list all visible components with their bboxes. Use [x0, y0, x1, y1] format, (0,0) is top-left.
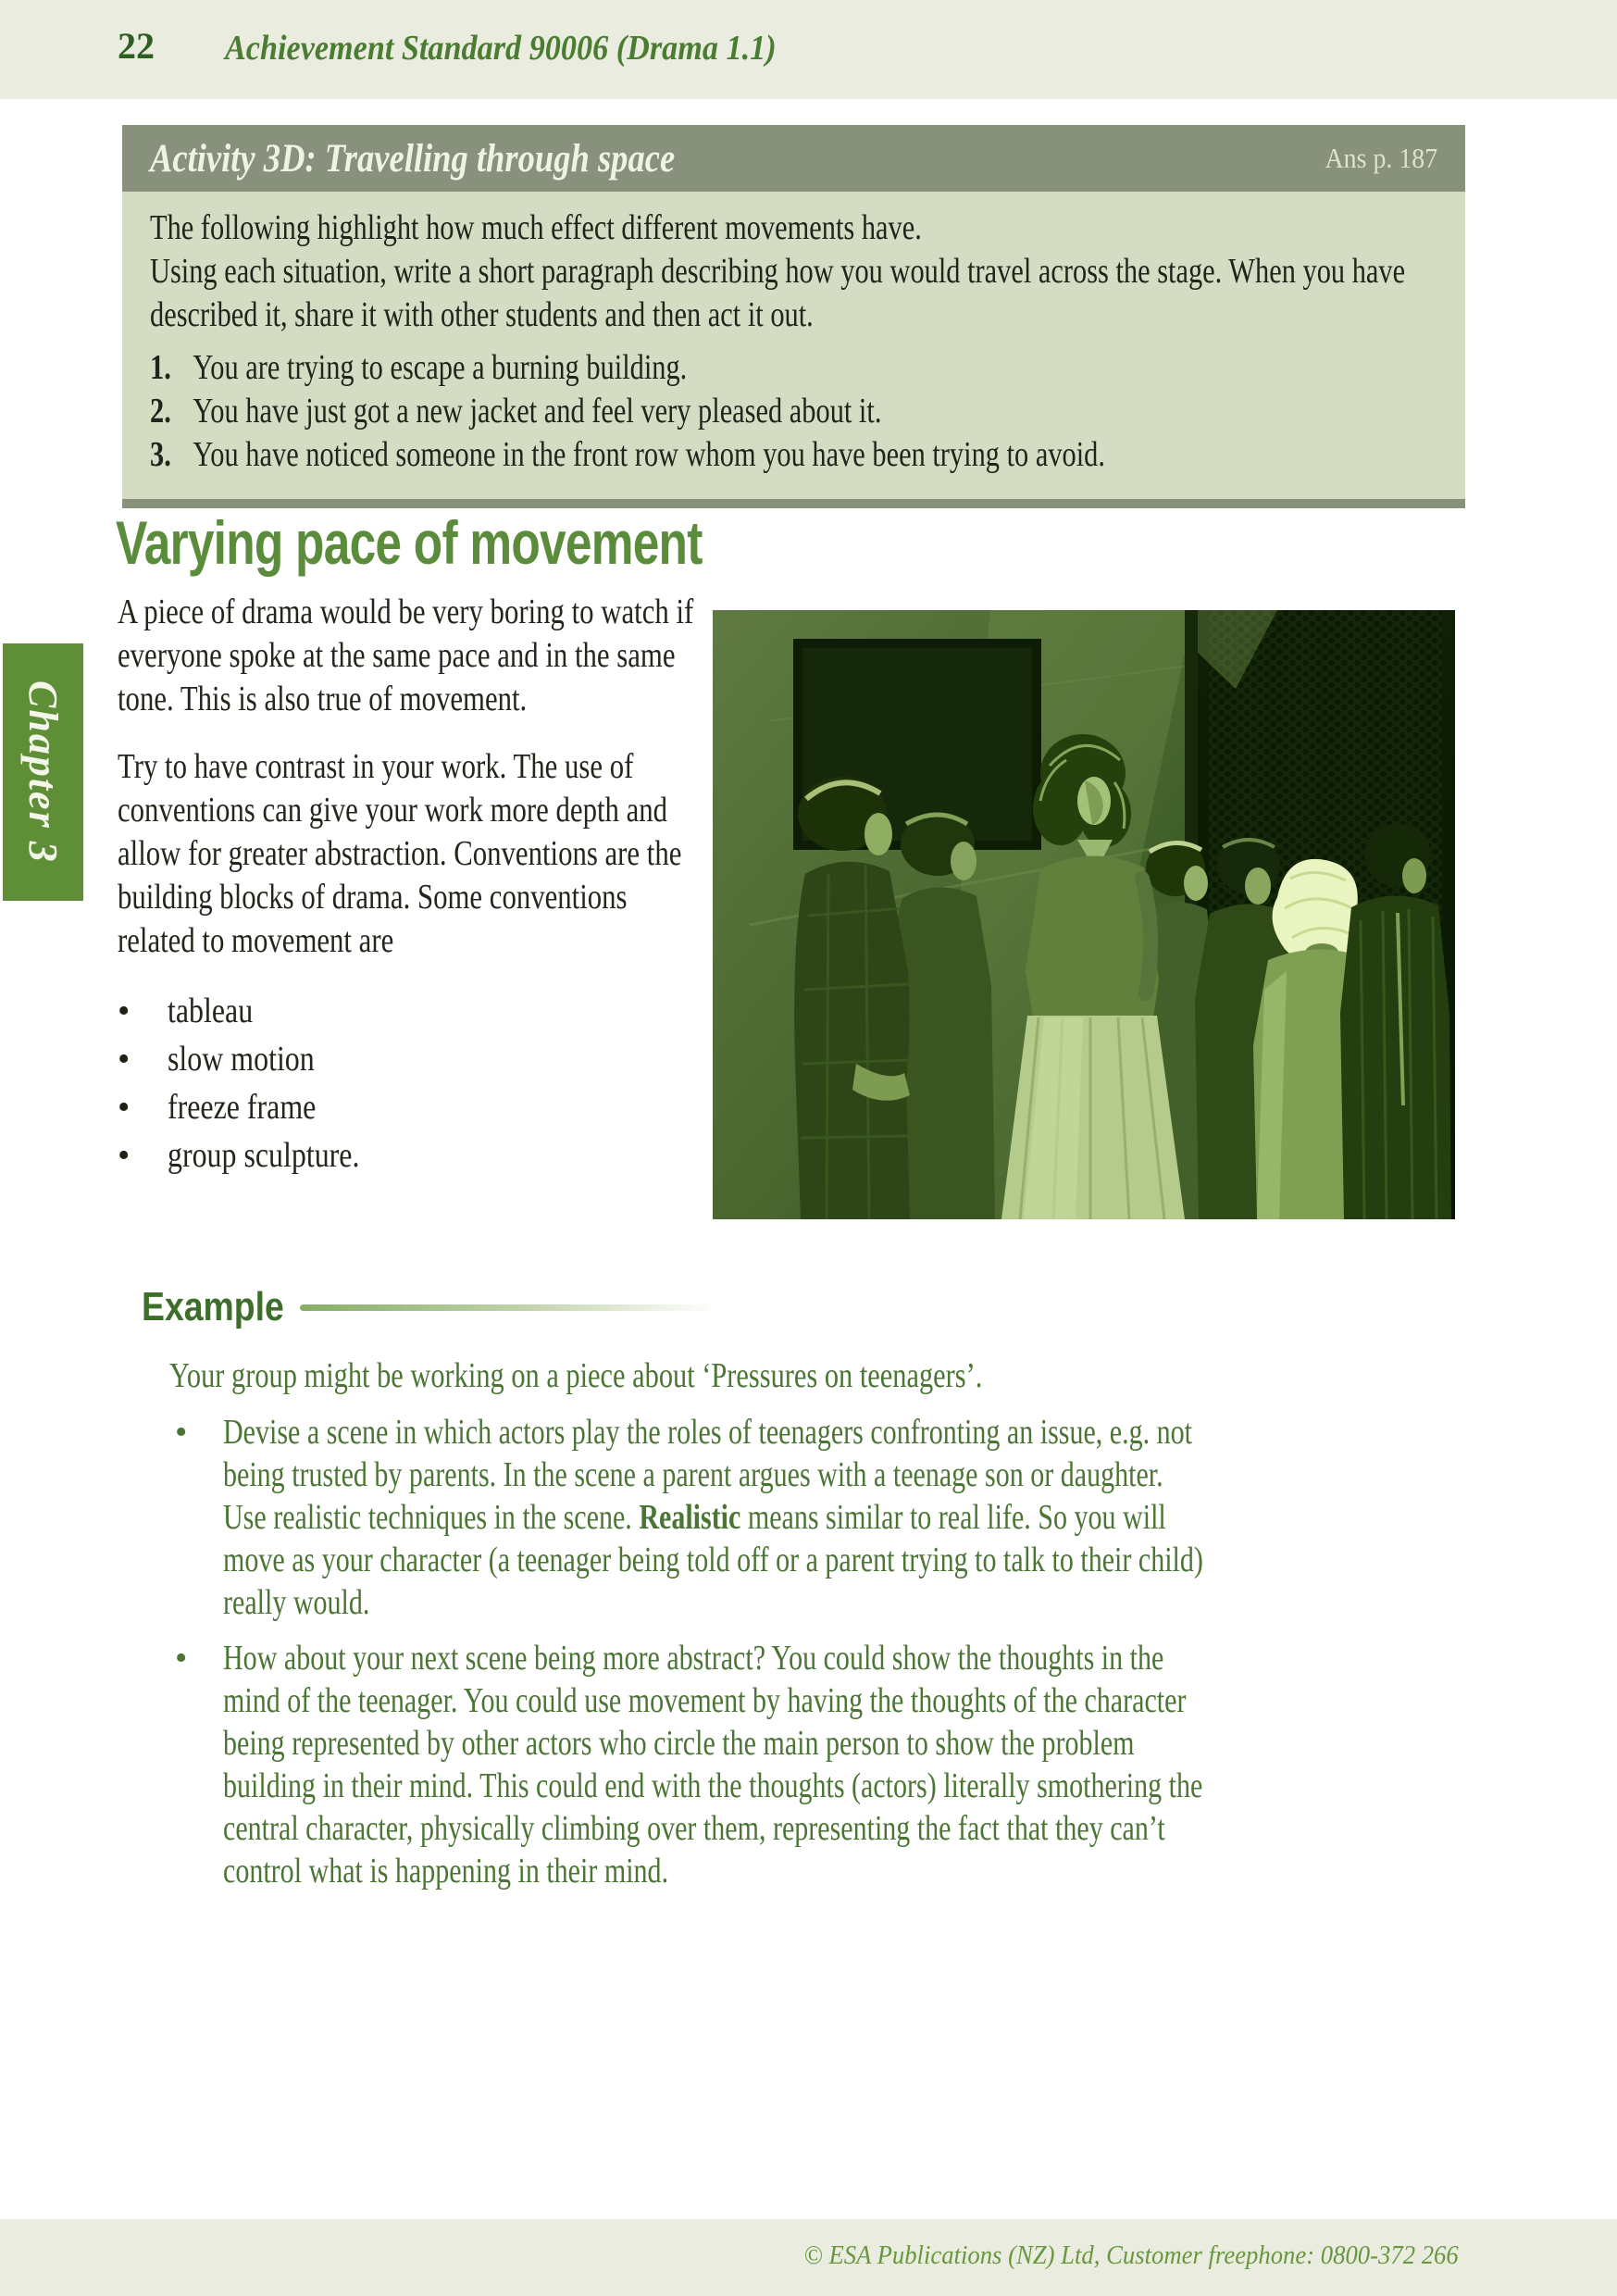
bullet-icon: • — [175, 1639, 188, 1678]
bullet-text-bold: Realistic — [639, 1498, 741, 1537]
bullet-icon: • — [118, 1088, 131, 1127]
header-title: Achievement Standard 90006 (Drama 1.1) — [225, 29, 777, 68]
list-item — [118, 1131, 693, 1179]
example-section — [142, 1282, 1465, 1892]
section-paragraph: Try to have contrast in your work. The use of conventions can give your work more depth and allow for greater abstraction. Conventions are the building blocks of drama. Some conventions related to movement are — [118, 747, 682, 960]
item-number: 1. — [150, 348, 171, 387]
item-text: You are trying to escape a burning building. — [193, 348, 688, 387]
activity-title-bar — [122, 125, 1465, 192]
footer-text: © ESA Publications (NZ) Ltd, Customer freephone: 0800-372 266 — [803, 2240, 1459, 2270]
activity-title: Activity 3D: Travelling through space — [150, 136, 676, 181]
stage-photo — [713, 610, 1455, 1219]
example-intro: Your group might be working on a piece about ‘Pressures on teenagers’. — [169, 1356, 983, 1395]
activity-box — [122, 125, 1465, 508]
activity-intro-line: The following highlight how much effect different movements have. — [150, 208, 922, 247]
example-heading: Example — [142, 1284, 284, 1329]
section-heading: Varying pace of movement — [116, 508, 703, 577]
activity-item — [150, 390, 1438, 433]
item-text: You have noticed someone in the front row whom you have been trying to avoid. — [193, 435, 1105, 474]
example-bullet-text: How about your next scene being more abstract? You could show the thoughts in the mind of the teenager. You could use movement by having the thoughts of the character being represented by other actors who circle the main person to show the problem building in their mind. This could end with the thoughts (actors) literally smothering the central character, physically climbing over them, representing the fact that they can’t control what is happening in their mind. — [223, 1639, 1203, 1890]
bullet-text-pre: Devise a scene in which actors play the roles of teenagers confronting an issue, e.g. not being trusted by parents. In the scene a parent argues with a teenage son or daughter. Use realistic techniques in the scene. — [223, 1413, 1193, 1537]
list-item-label: freeze frame — [168, 1088, 317, 1127]
bullet-icon: • — [118, 1136, 131, 1175]
bullet-icon: • — [118, 1040, 131, 1079]
list-item — [118, 987, 693, 1035]
activity-intro-line: Using each situation, write a short paragraph describing how you would travel across the stage. When you have described it, share it with other students and then act it out. — [150, 252, 1406, 334]
item-text: You have just got a new jacket and feel very pleased about it. — [193, 392, 882, 430]
activity-item — [150, 346, 1438, 390]
list-item-label: group sculpture. — [168, 1136, 360, 1175]
example-header — [142, 1282, 1465, 1332]
example-bullet — [175, 1637, 1465, 1892]
section-text-column — [118, 591, 693, 1179]
activity-answer-ref: Ans p. 187 — [1325, 142, 1437, 174]
list-item — [118, 1083, 693, 1131]
list-item — [118, 1035, 693, 1083]
activity-item — [150, 433, 1438, 477]
conventions-list — [118, 987, 693, 1179]
section-paragraph: A piece of drama would be very boring to watch if everyone spoke at the same pace and in the same tone. This is also true of movement. — [118, 593, 694, 718]
list-item-label: tableau — [168, 992, 254, 1030]
example-bullet — [175, 1411, 1465, 1624]
page-number: 22 — [118, 25, 155, 67]
bullet-icon: • — [118, 992, 131, 1030]
example-rule — [300, 1304, 716, 1311]
item-number: 3. — [150, 435, 171, 474]
bullet-icon: • — [175, 1413, 188, 1452]
activity-item-list — [150, 346, 1438, 477]
activity-body — [122, 192, 1465, 499]
chapter-tab-label: Chapter 3 — [20, 680, 66, 864]
list-item-label: slow motion — [168, 1040, 315, 1079]
example-bullet-text — [223, 1411, 1204, 1624]
chapter-tab — [3, 643, 83, 901]
bullet-text-post: means similar to real life. So you will move as your character (a teenager being told off or a parent trying to talk to their child) really would. — [223, 1498, 1203, 1622]
item-number: 2. — [150, 392, 171, 430]
